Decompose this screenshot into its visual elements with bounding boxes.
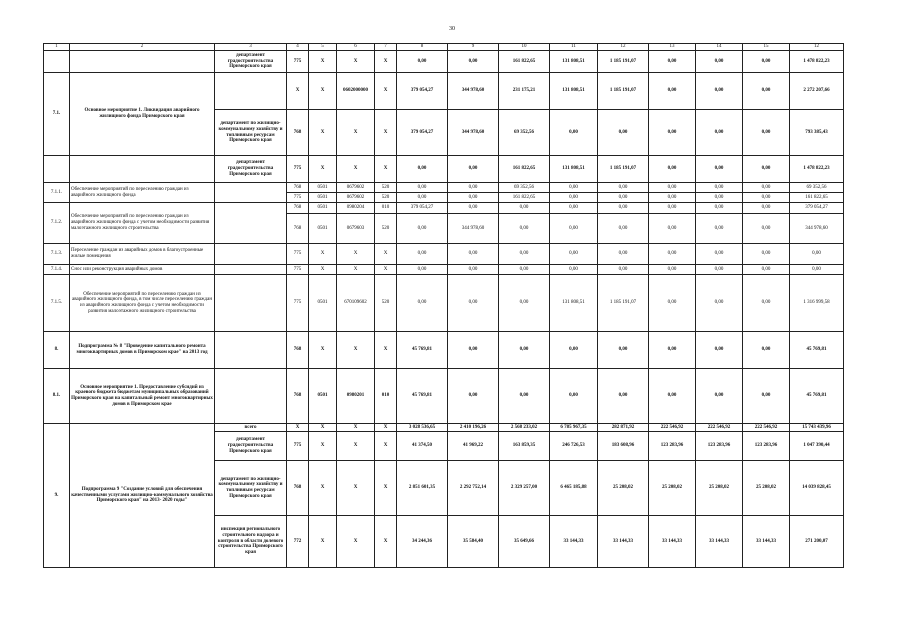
table-cell: 0501 — [309, 183, 337, 193]
table-cell: 161 822,65 — [499, 51, 550, 73]
table-row — [44, 156, 844, 183]
table-cell: 1 185 191,07 — [598, 275, 649, 332]
table-cell: 0,00 — [499, 203, 550, 214]
table-cell: 8. — [44, 332, 70, 369]
column-number: 6 — [337, 44, 375, 51]
column-number: 4 — [287, 44, 309, 51]
table-cell: 0,00 — [696, 156, 743, 183]
table-cell: 0,00 — [743, 183, 790, 193]
table-cell: 0,00 — [397, 156, 448, 183]
table-cell — [44, 156, 70, 183]
table-cell: X — [309, 424, 337, 432]
table-cell: X — [309, 332, 337, 369]
table-cell: 25 208,02 — [598, 461, 649, 516]
table-cell: 1 478 822,23 — [790, 51, 844, 73]
table-cell: 45 769,81 — [397, 332, 448, 369]
table-cell — [215, 369, 287, 424]
table-cell: 0,00 — [598, 332, 649, 369]
table-cell: 0980201 — [337, 369, 375, 424]
table-cell: 0,00 — [743, 73, 790, 110]
table-cell: 163 859,35 — [499, 432, 550, 461]
column-number: 3 — [215, 44, 287, 51]
table-cell: 222 546,92 — [696, 424, 743, 432]
table-cell: 0679602 — [337, 183, 375, 193]
table-cell: 33 144,33 — [550, 516, 598, 568]
table-cell: 768 — [287, 332, 309, 369]
table-cell: 0,00 — [598, 265, 649, 275]
table-row — [44, 275, 844, 332]
table-cell: X — [337, 461, 375, 516]
table-cell: 344 978,60 — [448, 73, 499, 110]
table-cell — [215, 244, 287, 265]
budget-table — [43, 43, 844, 568]
table-cell: X — [309, 110, 337, 156]
table-cell: 0,00 — [743, 244, 790, 265]
table-cell: 1 185 191,07 — [598, 73, 649, 110]
table-cell: X — [337, 244, 375, 265]
table-cell: 1 185 191,07 — [598, 156, 649, 183]
table-cell: 0,00 — [790, 244, 844, 265]
table-cell: департамент градостроительства Приморского края — [215, 432, 287, 461]
table-cell: 6 785 967,35 — [550, 424, 598, 432]
table-cell: департамент градостроительства Приморского края — [215, 51, 287, 73]
table-cell: 7.1.2. — [44, 203, 70, 244]
table-cell: 246 726,53 — [550, 432, 598, 461]
table-cell: 1 478 822,23 — [790, 156, 844, 183]
table-cell: 768 — [287, 214, 309, 244]
table-cell: 33 144,33 — [743, 516, 790, 568]
table-cell: X — [309, 244, 337, 265]
table-cell: 14 039 828,45 — [790, 461, 844, 516]
table-cell: 282 871,92 — [598, 424, 649, 432]
table-cell: 0,00 — [550, 332, 598, 369]
table-cell: 344 978,60 — [448, 110, 499, 156]
column-number: 12 — [790, 44, 844, 51]
table-cell: 0,00 — [397, 275, 448, 332]
table-cell: 379 054,27 — [397, 110, 448, 156]
table-cell: 2 292 752,14 — [448, 461, 499, 516]
table-cell: X — [337, 156, 375, 183]
table-cell: 0,00 — [397, 214, 448, 244]
table-cell: 0,00 — [598, 110, 649, 156]
table-cell: 0,00 — [598, 203, 649, 214]
table-cell: X — [309, 73, 337, 110]
column-number: 11 — [550, 44, 598, 51]
table-cell: X — [309, 156, 337, 183]
table-cell: 231 175,21 — [499, 73, 550, 110]
table-cell: 0,00 — [649, 203, 696, 214]
table-cell: 131 808,51 — [550, 275, 598, 332]
table-cell: 1 316 999,58 — [790, 275, 844, 332]
table-cell: 0,00 — [649, 110, 696, 156]
table-cell: 0,00 — [696, 265, 743, 275]
table-cell: 775 — [287, 432, 309, 461]
table-cell: 520 — [375, 193, 397, 203]
table-cell: X — [375, 332, 397, 369]
table-cell: X — [375, 461, 397, 516]
table-cell: 775 — [287, 275, 309, 332]
table-cell: 161 822,65 — [790, 193, 844, 203]
table-cell: 69 352,56 — [499, 183, 550, 193]
table-cell: 0,00 — [448, 244, 499, 265]
table-cell: 0,00 — [598, 214, 649, 244]
table-cell: 45 769,81 — [790, 332, 844, 369]
table-cell: 2 568 233,02 — [499, 424, 550, 432]
table-cell: 0,00 — [743, 369, 790, 424]
table-cell: 0,00 — [696, 244, 743, 265]
table-cell: 0679602 — [337, 193, 375, 203]
table-cell: 0,00 — [397, 265, 448, 275]
table-cell: 0,00 — [499, 214, 550, 244]
table-cell: 0,00 — [448, 51, 499, 73]
table-cell: 123 283,96 — [743, 432, 790, 461]
table-cell — [70, 51, 215, 73]
table-cell: 0,00 — [598, 369, 649, 424]
table-cell: 344 978,60 — [448, 214, 499, 244]
table-cell: 0602000000 — [337, 73, 375, 110]
table-cell: 0,00 — [397, 51, 448, 73]
table-cell: 0,00 — [743, 332, 790, 369]
table-cell: X — [309, 51, 337, 73]
table-cell: X — [309, 516, 337, 568]
table-cell: департамент градостроительства Приморского края — [215, 156, 287, 183]
table-cell: 25 208,02 — [649, 461, 696, 516]
table-cell: 0,00 — [696, 73, 743, 110]
table-cell: 0,00 — [696, 369, 743, 424]
table-cell: 775 — [287, 51, 309, 73]
table-cell — [215, 183, 287, 203]
table-cell: 25 208,02 — [743, 461, 790, 516]
table-cell: 0,00 — [550, 193, 598, 203]
column-number: 14 — [696, 44, 743, 51]
table-cell: Обеспечение мероприятий по переселению граждан из аварийного жилищного фонда с учетом необходимости развития малоэтажного жилищного строительства — [70, 203, 215, 244]
table-cell: 0,00 — [499, 369, 550, 424]
table-cell: X — [309, 432, 337, 461]
table-cell: департамент по жилищно-коммунальному хозяйству и топливным ресурсам Приморского края — [215, 110, 287, 156]
column-number: 10 — [499, 44, 550, 51]
table-cell: 0,00 — [790, 265, 844, 275]
table-cell: 0,00 — [397, 183, 448, 193]
table-cell: 0,00 — [743, 275, 790, 332]
table-cell: 7.1.5. — [44, 275, 70, 332]
table-cell: 0,00 — [499, 244, 550, 265]
table-cell: 161 822,65 — [499, 193, 550, 203]
table-cell: 0501 — [309, 193, 337, 203]
table-cell: 1 047 390,44 — [790, 432, 844, 461]
table-cell: 0980204 — [337, 203, 375, 214]
table-cell: 123 283,96 — [696, 432, 743, 461]
table-cell: X — [375, 156, 397, 183]
table-cell: Переселение граждан из аварийных домов в благоустроенные жилые помещения — [70, 244, 215, 265]
table-cell — [44, 51, 70, 73]
table-cell: 0,00 — [550, 244, 598, 265]
table-cell: 69 352,56 — [790, 183, 844, 193]
table-cell: департамент по жилищно-коммунальному хозяйству и топливным ресурсам Приморского края — [215, 461, 287, 516]
table-cell: 0,00 — [499, 332, 550, 369]
column-number: 12 — [598, 44, 649, 51]
table-cell: 379 054,27 — [397, 203, 448, 214]
table-cell: 6 465 185,88 — [550, 461, 598, 516]
table-cell: 0,00 — [649, 369, 696, 424]
table-cell: X — [309, 461, 337, 516]
table-cell: 0,00 — [550, 183, 598, 193]
table-cell: 34 244,36 — [397, 516, 448, 568]
table-cell: 0,00 — [397, 244, 448, 265]
table-row — [44, 369, 844, 424]
table-cell: X — [337, 432, 375, 461]
table-cell: 768 — [287, 461, 309, 516]
table-cell: 0,00 — [649, 332, 696, 369]
table-cell: 772 — [287, 516, 309, 568]
table-row — [44, 73, 844, 110]
table-cell: 0,00 — [696, 203, 743, 214]
table-cell: 0679603 — [337, 214, 375, 244]
table-cell: 793 385,43 — [790, 110, 844, 156]
table-cell: 010 — [375, 369, 397, 424]
table-cell: 45 769,81 — [790, 369, 844, 424]
table-cell: 0,00 — [448, 275, 499, 332]
table-cell: 25 208,02 — [696, 461, 743, 516]
table-cell: 33 144,33 — [598, 516, 649, 568]
table-cell — [215, 275, 287, 332]
table-cell: 0,00 — [649, 156, 696, 183]
table-cell: 8.1. — [44, 369, 70, 424]
table-cell — [215, 332, 287, 369]
table-cell: 768 — [287, 110, 309, 156]
table-cell: 0,00 — [649, 265, 696, 275]
table-cell: 0,00 — [550, 110, 598, 156]
table-cell: 2 272 207,66 — [790, 73, 844, 110]
table-cell — [215, 203, 287, 244]
table-cell: 0,00 — [448, 183, 499, 193]
table-cell: 7.1. — [44, 73, 70, 156]
table-cell: 0,00 — [649, 244, 696, 265]
table-cell: 0,00 — [696, 332, 743, 369]
table-cell: 0,00 — [448, 156, 499, 183]
table-cell: X — [337, 332, 375, 369]
column-number: 7 — [375, 44, 397, 51]
column-number: 8 — [397, 44, 448, 51]
table-cell: 41 374,50 — [397, 432, 448, 461]
table-cell: 775 — [287, 156, 309, 183]
table-cell: X — [337, 51, 375, 73]
table-cell: 379 054,27 — [397, 73, 448, 110]
table-cell: 0,00 — [696, 51, 743, 73]
table-cell: X — [287, 73, 309, 110]
table-cell: 2 851 601,35 — [397, 461, 448, 516]
table-cell: 0501 — [309, 275, 337, 332]
table-cell: 0,00 — [649, 193, 696, 203]
table-cell: 670109602 — [337, 275, 375, 332]
table-cell: 15 743 439,96 — [790, 424, 844, 432]
table-cell: 010 — [375, 203, 397, 214]
table-row — [44, 183, 844, 193]
table-cell: 0501 — [309, 214, 337, 244]
table-cell: 0,00 — [448, 265, 499, 275]
table-cell: Снос или реконструкция аварийных домов — [70, 265, 215, 275]
table-cell: 0,00 — [743, 265, 790, 275]
table-cell: 123 283,96 — [649, 432, 696, 461]
table-cell: X — [375, 424, 397, 432]
table-cell: инспекция регионального строительного надзора и контроля в области долевого строительства Приморского края — [215, 516, 287, 568]
table-cell: 520 — [375, 183, 397, 193]
table-cell: 520 — [375, 275, 397, 332]
table-cell: Подпрограмма № 8 "Проведение капитального ремонта многоквартирных домов в Приморском крае" на 2013 год — [70, 332, 215, 369]
table-cell: X — [309, 265, 337, 275]
table-cell: 0,00 — [550, 214, 598, 244]
table-cell: X — [337, 516, 375, 568]
table-cell: 0,00 — [448, 369, 499, 424]
table-cell: 768 — [287, 203, 309, 214]
table-cell: X — [375, 244, 397, 265]
table-cell: 33 144,33 — [649, 516, 696, 568]
column-number: 1 — [44, 44, 70, 51]
table-cell: X — [287, 424, 309, 432]
table-cell: X — [337, 265, 375, 275]
table-cell: 131 808,51 — [550, 73, 598, 110]
column-number: 9 — [448, 44, 499, 51]
table-cell: 131 808,51 — [550, 156, 598, 183]
table-cell — [215, 73, 287, 110]
table-cell: 41 969,22 — [448, 432, 499, 461]
table-cell: 775 — [287, 193, 309, 203]
table-cell: 0,00 — [743, 110, 790, 156]
table-cell: 0,00 — [499, 265, 550, 275]
table-cell — [215, 265, 287, 275]
table-cell: 0,00 — [550, 203, 598, 214]
column-number: 15 — [743, 44, 790, 51]
table-cell: X — [375, 73, 397, 110]
table-cell: 222 546,92 — [743, 424, 790, 432]
table-cell: 0,00 — [649, 214, 696, 244]
table-cell: 3 028 536,65 — [397, 424, 448, 432]
table-cell: 0,00 — [696, 214, 743, 244]
table-cell: Подпрограмма 9 "Создание условий для обеспечения качественными услугами жилищно-коммунального хозяйства Приморского края" на 2013- 2020 годы" — [70, 424, 215, 568]
table-cell: 0,00 — [649, 73, 696, 110]
page-number: 30 — [449, 26, 455, 32]
table-cell: 2 410 196,26 — [448, 424, 499, 432]
table-cell: 1 185 191,07 — [598, 51, 649, 73]
table-cell: 7.1.3. — [44, 244, 70, 265]
table-row — [44, 265, 844, 275]
table-cell: X — [375, 110, 397, 156]
table-cell: X — [337, 424, 375, 432]
column-number-row — [44, 44, 844, 51]
table-cell: 0,00 — [598, 183, 649, 193]
table-cell — [70, 156, 215, 183]
table-row — [44, 203, 844, 214]
table-cell: 768 — [287, 183, 309, 193]
table-cell: 0,00 — [743, 214, 790, 244]
table-cell: 0,00 — [448, 332, 499, 369]
table-cell: 0,00 — [649, 51, 696, 73]
table-cell: 0,00 — [550, 265, 598, 275]
table-row — [44, 244, 844, 265]
table-cell: 161 822,65 — [499, 156, 550, 183]
table-cell: 520 — [375, 214, 397, 244]
table-cell: 9. — [44, 424, 70, 568]
table-cell: 0,00 — [696, 110, 743, 156]
table-cell: X — [337, 110, 375, 156]
table-cell: 0,00 — [696, 275, 743, 332]
table-cell: 0,00 — [743, 203, 790, 214]
column-number: 2 — [70, 44, 215, 51]
table-cell: 0501 — [309, 369, 337, 424]
table-cell: 222 546,92 — [649, 424, 696, 432]
table-cell: 0,00 — [743, 156, 790, 183]
table-cell: 0,00 — [598, 244, 649, 265]
table-cell: 35 649,66 — [499, 516, 550, 568]
table-cell: 45 769,81 — [397, 369, 448, 424]
table-row — [44, 332, 844, 369]
table-cell: 0,00 — [550, 369, 598, 424]
table-cell: 7.1.4. — [44, 265, 70, 275]
table-cell: 0,00 — [598, 193, 649, 203]
table-cell: X — [375, 432, 397, 461]
table-cell: 775 — [287, 265, 309, 275]
table-cell: 0,00 — [649, 275, 696, 332]
table-cell: 0,00 — [743, 193, 790, 203]
table-cell: 0,00 — [499, 275, 550, 332]
table-cell: 0,00 — [448, 193, 499, 203]
table-cell: 0501 — [309, 203, 337, 214]
table-cell: Обеспечение мероприятий по переселению граждан из аварийного жилищного фонда, в том числе переселению граждан из аварийного жилищного фонда с учетом необходимости развития малоэтажного жилищного строительства — [70, 275, 215, 332]
table-cell: X — [375, 51, 397, 73]
table-cell: 2 329 257,00 — [499, 461, 550, 516]
table-cell: 33 144,33 — [696, 516, 743, 568]
table-cell: 35 584,40 — [448, 516, 499, 568]
table-cell: X — [375, 265, 397, 275]
table-cell: 69 352,56 — [499, 110, 550, 156]
table-cell: 775 — [287, 244, 309, 265]
table-row — [44, 424, 844, 432]
table-cell: Основное мероприятие 1. Предоставление субсидий из краевого бюджета бюджетам муниципальных образований Приморского края на капитальный ремонт многоквартирных домов в Приморском крае — [70, 369, 215, 424]
column-number: 5 — [309, 44, 337, 51]
column-number: 13 — [649, 44, 696, 51]
table-cell: 0,00 — [696, 183, 743, 193]
table-cell: Основное мероприятие 1. Ликвидация аварийного жилищного фонда Приморского края — [70, 73, 215, 156]
table-cell: 271 200,07 — [790, 516, 844, 568]
table-cell: 183 608,96 — [598, 432, 649, 461]
table-cell: 768 — [287, 369, 309, 424]
table-cell: 0,00 — [397, 193, 448, 203]
table-cell: 7.1.1. — [44, 183, 70, 203]
table-cell: X — [375, 516, 397, 568]
table-cell: 0,00 — [743, 51, 790, 73]
table-cell: 0,00 — [448, 203, 499, 214]
table-cell: 0,00 — [696, 193, 743, 203]
table-cell: Обеспечение мероприятий по переселению граждан из аварийного жилищного фонда — [70, 183, 215, 203]
table-cell: 379 054,27 — [790, 203, 844, 214]
table-cell: 344 978,60 — [790, 214, 844, 244]
table-cell: 131 808,51 — [550, 51, 598, 73]
table-row — [44, 51, 844, 73]
table-cell: всего — [215, 424, 287, 432]
table-cell: 0,00 — [649, 183, 696, 193]
